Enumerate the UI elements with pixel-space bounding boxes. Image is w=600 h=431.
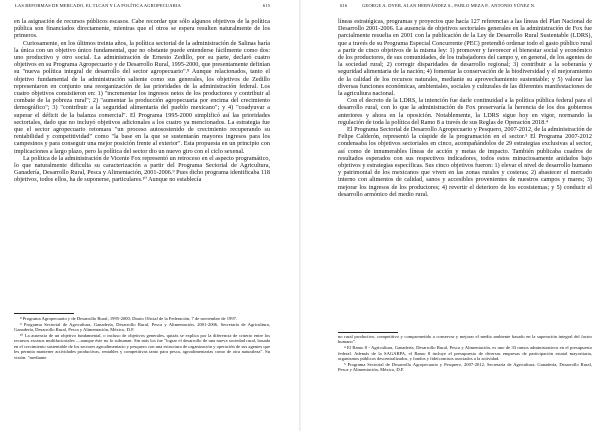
footnote: no rural productivo, competitivo y comprometido a conservar y mejorar el medio ambiente basado en la superación integral del factor humano". (338, 334, 592, 345)
footnote: ⁸ Programa Agropecuario y de Desarrollo Rural, 1995-2000, Diario Oficial de la Federación, 7 de noviembre de 1997. (20, 316, 238, 321)
paragraph: Curiosamente, en los últimos treinta años, la política sectorial de la administración de Salinas haría la única con un objetivo único fundamental, que no obstante puede entenderse fácilmente como dos: uno productivo y otro social. La administración de Ernesto Zedillo, por su parte, declaró cuatro objetivos en su Programa Agropecuario y de Desarrollo Rural, 1995-2000, que presentamente definían su "nueva política integral de desarrollo del sector agropecuario".⁸ Aunque relacionados, tanto el objetivo fundamental de la administración saliente como sus generales, los objetivos de Zedillo representaron en conjunto una reorganización de las prioridades de la administración federal. Los cuatro objetivos consistieron en: 1) "incrementar los ingresos netos de los productores y contribuir al combate de la pobreza rural"; 2) "aumentar la producción agropecuaria por encima del crecimiento demográfico"; 3) "contribuir a la seguridad alimentaria del pueblo mexicano"; y 4) "coadyuvar a superar el déficit de la balanza comercial". El Programa 1995-2000 simplificó así las prioridades sectoriales, dado que no incluyó objetivos adicionales a los cuatro ya mencionados. La estrategia fue que el sector agropecuario retomara "un proceso autosostenido de crecimiento recuperando su rentabilidad y competitividad" como "la base en la que se sustentarán mayores ingresos para los campesinos y para conseguir una mejor posición frente al exterior". Esta propuesta en un principio con implicaciones a largo plazo, pero la política del sector dio un nuevo giro con el ciclo sexenal. (14, 39, 270, 155)
paragraph: La política de la administración de Vicente Fox representó un retroceso en el aspecto programático, lo que naturalmente dificulta su caracterización a partir del Programa Sectorial de Agricultura, Ganadería, Desarrollo Rural, Pesca y Alimentación, 2001-2006.⁹ Pues dicho programa identificaba 118 objetivos, todos ellos, ha de suponerse, particulares.¹⁰ Aunque no establecía (14, 154, 270, 184)
footnote-rule (14, 313, 74, 314)
footnotes (14, 316, 270, 360)
page-number: 615 (262, 3, 270, 8)
paragraph: líneas estratégicas, programas y proyectos que hacía 127 referencias a las líneas del Plan Nacional de Desarrollo 2001-2006. La ausencia de objetivos sectoriales generales en la administración de Fox fue parcialmente resuelta en 2001 con la publicación de la Ley de Desarrollo Rural Sustentable (LDRS), que a través de su Programa Especial Concurrente (PEC) pretendió ordenar todo el gasto público rural a partir de cinco objetivos de la misma ley: 1) promover y favorecer el bienestar social y económico de los productores, de sus comunidades, de los trabajadores del campo y, en general, de los agentes de la sociedad rural; 2) corregir disparidades de desarrollo regional; 3) contribuir a la soberanía y seguridad alimentaria de la nación; 4) fomentar la conservación de la biodiversidad y el mejoramiento de la calidad de los recursos naturales, mediante su aprovechamiento sustentable; y 5) valorar las diversas funciones económicas, ambientales, sociales y culturales de las diferentes manifestaciones de la agricultura nacional. (338, 18, 592, 98)
footnote: ⁹ Programa Sectorial de Agricultura, Ganadería, Desarrollo Rural, Pesca y Alimentación, 2001-2006, Secretaría de Agricultura, Ganadería, Desarrollo Rural, Pesca y Alimentación, México, D.F. (14, 321, 270, 333)
footnote-rule (338, 332, 398, 333)
footnotes (338, 334, 592, 373)
body-text (14, 18, 270, 184)
running-title: LAS REFORMAS DE MERCADO, EL TLCAN Y LA POLÍTICA AGROPECUARIA (15, 3, 181, 8)
running-title: GEORGE A. DYER, ALAN HERNÁNDEZ S., PABLO MEZA P., ANTONIO YÚNEZ N. (362, 3, 536, 8)
paragraph: El Programa Sectorial de Desarrollo Agropecuario y Pesquero, 2007-2012, de la administración de Felipe Calderón, representó la cúspide de la programación en el sector.⁵ El Programa 2007-2012 condensaba los objetivos sectoriales en cinco, acompañándolos de 29 estrategias exclusivas al sector, así como de innumerables líneas de acción y metas de impacto. También publicaba cuadros de resultados esperados con sus respectivos indicadores, todos estos minuciosamente anidados bajo objetivos y estrategias específicas. Sus cinco objetivos fueron: 1) elevar el nivel de desarrollo humano y patrimonial de los mexicanos que viven en las zonas rurales y costeras; 2) abastecer el mercado interno con alimentos de calidad, sanos y accesibles provenientes de nuestros campos y mares; 3) mejorar los ingresos de los productores; 4) revertir el deterioro de los ecosistemas; y 5) conducir el desarrollo armónico del medio rural. (338, 126, 592, 198)
footnote: ¹⁰ La ausencia de un objetivo fundamental, o incluso de objetivos generales, quizás se explica por la diferencia de criterio entre los recursos escasos multifactoriales —aunque éste no lo subsanan. Sin más los fue "lograr el desarrollo de una nueva sociedad rural, basada en el crecimiento sustentable de los sectores agroalimentario y pesquero con una estructura de organización y operación de sus agentes que les permita mantener actividades productivas, rentables y competitivas tanto para pesca, agroalimentarias como de otra naturaleza". Su visión: "mediante (14, 333, 270, 360)
right-page (300, 0, 600, 431)
page-number: 616 (340, 3, 348, 8)
footnote: ⁵ Programa Sectorial de Desarrollo Agropecuario y Pesquero, 2007-2012, Secretaría de Agricultura, Ganadería, Desarrollo Rural, Pesca y Alimentación, México, D.F. (338, 361, 592, 373)
paragraph: en la asignación de recursos públicos escasos. Cabe recordar que sólo algunos objetivos de la política pública son financiados directamente, mientras que el otros se espera resulten naturalmente de los primeros. (14, 18, 270, 40)
body-text (338, 18, 592, 198)
paragraph: Con el decreto de la LDRS, la intención fue darle continuidad a la política pública federal para el desarrollo rural, con lo que la administración de Fox preservaría la herencia de los dos gobiernos anteriores y ahora en la oposición. Notablemente, la LDRS sigue hoy en vigor, normando la regulación de toda la política del Ramo 8 a través de sus Reglas de Operación 2018.⁴ (338, 97, 592, 126)
footnote: ⁴ El Ramo 8 - Agricultura, Ganadería, Desarrollo Rural, Pesca y Alimentación, es uno de 33 ramos administrativos en el presupuesto federal. Además de la SAGARPA, el Ramo 8 incluye el presupuesto de diversas empresas de participación estatal mayoritaria, organismos públicos descentralizados, y fondos y fideicomisos asociados a la actividad. (338, 345, 592, 362)
